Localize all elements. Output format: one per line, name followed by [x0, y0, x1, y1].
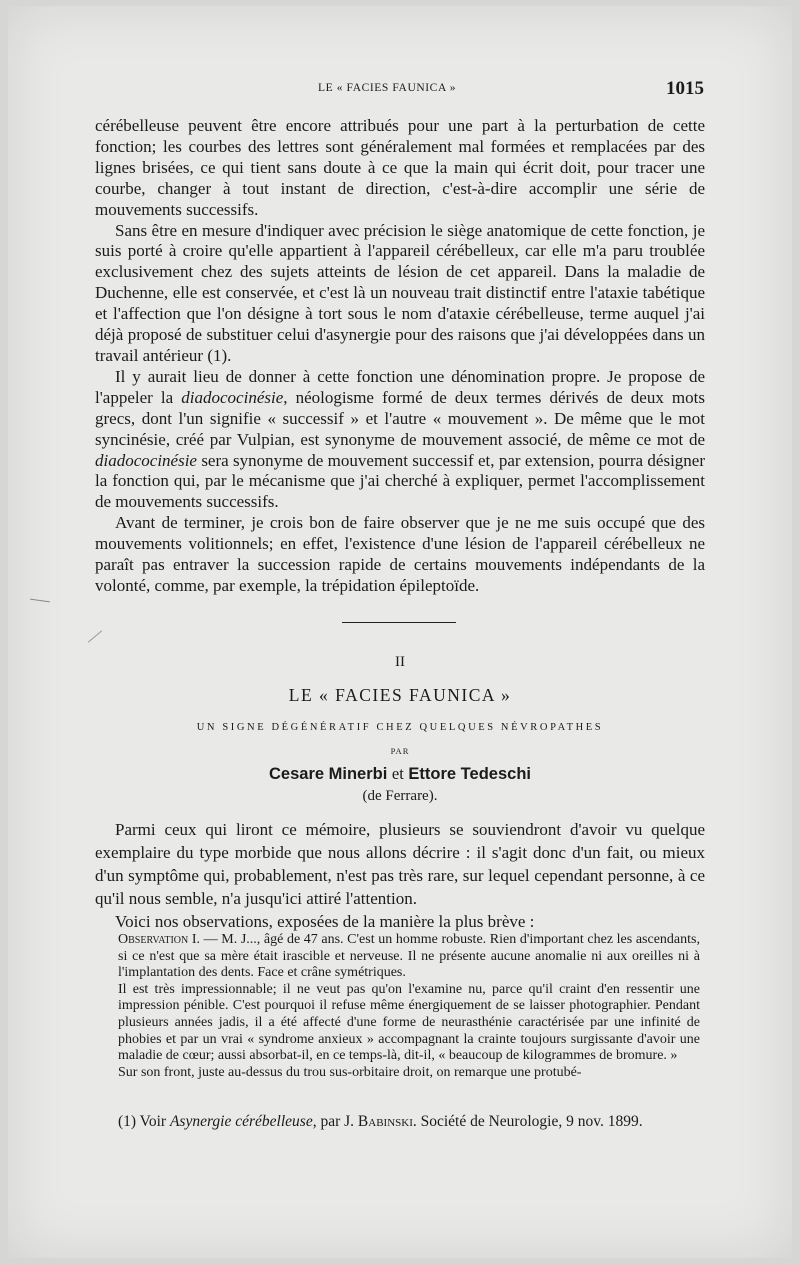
observation-label: Observation I.	[118, 932, 201, 947]
intro-paragraph-2: Voici nos observations, exposées de la manière la plus brève :	[115, 912, 535, 931]
author-1: Cesare Minerbi	[269, 765, 388, 783]
intro-paragraph-1: Parmi ceux qui liront ce mémoire, plusieurs se souviendront d'avoir vu quelque exemplaire du type morbide que nous allons décrire : il s'agit donc d'un fait, ou mieux d'un symptôme qui, probablement, n'est pas très rare, sur lequel cependant personne, à ce qu'il nous semble, n'a jusqu'ici attiré l'attention.	[95, 820, 705, 908]
paragraph-3-part-2: , néologisme formé de deux termes dérivés de deux mots grecs, dont l'un signifie « successif » et l'autre « mouvement ». De même que le mot syncinésie, créé par Vulpian, est synonyme de mouvement associé, de même ce mot de	[95, 387, 705, 449]
term-diadococinesie: diadococinésie	[181, 387, 284, 407]
observation-text-1: — M. J..., âgé de 47 ans. C'est un homme robuste. Rien d'important chez les ascendants, si ce n'est que sa mère était irascible et nerveuse. Il ne présente aucune anomalie ni aux oreilles ni à l'implantation des dents. Face et crâne symétriques.	[118, 932, 700, 981]
body-text	[95, 116, 705, 597]
paragraph-3-part-3: sera synonyme de mouvement successif et, par extension, pourra désigner la fonction qui, par le mécanisme que j'ai cherché à expliquer, permet l'accomplissement de mouvements successifs.	[95, 450, 705, 512]
paragraph-2: Sans être en mesure d'indiquer avec précision le siège anatomique de cette fonction, je suis porté à croire qu'elle appartient à l'appareil cérébelleux, car elle m'a paru troublée exclusivement chez des sujets atteints de lésion de cet appareil. Dans la maladie de Duchenne, elle est conservée, et c'est là un nouveau trait distinctif entre l'ataxie tabétique et l'affection que l'on désigne à tort sous le nom d'ataxie cérébelleuse, terme auquel j'ai déjà proposé de substituer celui d'asynergie pour des raisons que j'ai développées dans un travail antérieur (1).	[95, 220, 705, 365]
footnote-prefix: (1) Voir	[118, 1113, 170, 1130]
section-divider	[342, 622, 456, 623]
observation-paragraph-1	[118, 932, 700, 982]
running-title: LE « FACIES FAUNICA »	[318, 82, 457, 94]
observation-paragraph-2: Il est très impressionnable; il ne veut pas qu'on l'examine nu, parce qu'il craint d'en ressentir une impression pénible. C'est pourquoi il refuse même énergiquement de se laisser photographier. Pendant plusieurs années jadis, il a été affecté d'une forme de neurasthénie caractérisée par une infinité de phobies et par un vrai « syndrome anxieux » accompagnant la crainte toujours surgissante d'avoir une maladie de cœur; aussi absorbat-il, en ce temps-là, dit-il, « beaucoup de kilogrammes de bromure. »	[118, 981, 700, 1064]
paragraph-1: cérébelleuse peuvent être encore attribués pour une part à la perturbation de cette fonction; les courbes des lettres sont généralement mal formées et remplacées par des lignes brisées, ce qui tient sans doute à ce que la main qui écrit doit, pour tracer une courbe, changer à tout instant de direction, c'est-à-dire accomplir une série de mouvements successifs.	[95, 116, 705, 219]
footnote-author: Babinski	[357, 1113, 413, 1130]
section-title: LE « FACIES FAUNICA »	[288, 685, 512, 705]
section-subtitle: UN SIGNE DÉGÉNÉRATIF CHEZ QUELQUES NÉVROPATHES	[196, 722, 604, 733]
observation-paragraph-3: Sur son front, juste au-dessus du trou sus-orbitaire droit, on remarque une protubé-	[118, 1064, 582, 1080]
page-number: 1015	[666, 78, 704, 99]
footnote-middle: , par J.	[312, 1113, 358, 1130]
observation-1	[118, 932, 700, 1081]
authors	[0, 764, 800, 784]
paragraph-3	[95, 367, 705, 513]
author-conjunction: et	[391, 764, 404, 783]
paragraph-3-part-1: Il y aurait lieu de donner à cette fonction une dénomination propre. Je propose de l'appeler la	[95, 366, 705, 407]
term-diadococinesie-2: diadococinésie	[95, 450, 197, 470]
page-header	[0, 78, 784, 102]
intro-text	[95, 818, 705, 933]
author-2: Ettore Tedeschi	[408, 765, 531, 783]
footnote-work: Asynergie cérébelleuse	[169, 1113, 313, 1130]
footnote-suffix: . Société de Neurologie, 9 nov. 1899.	[412, 1113, 643, 1130]
by-line: PAR	[390, 746, 410, 756]
section-number: II	[395, 654, 405, 670]
paragraph-4: Avant de terminer, je crois bon de faire observer que je ne me suis occupé que des mouvements volitionnels; en effet, l'existence d'une lésion de l'appareil cérébelleux ne paraît pas entraver la succession rapide de certains mouvements indépendants de la volonté, comme, par exemple, la trépidation épileptoïde.	[95, 513, 705, 595]
footnote	[118, 1113, 700, 1131]
author-origin: (de Ferrare).	[362, 788, 438, 804]
